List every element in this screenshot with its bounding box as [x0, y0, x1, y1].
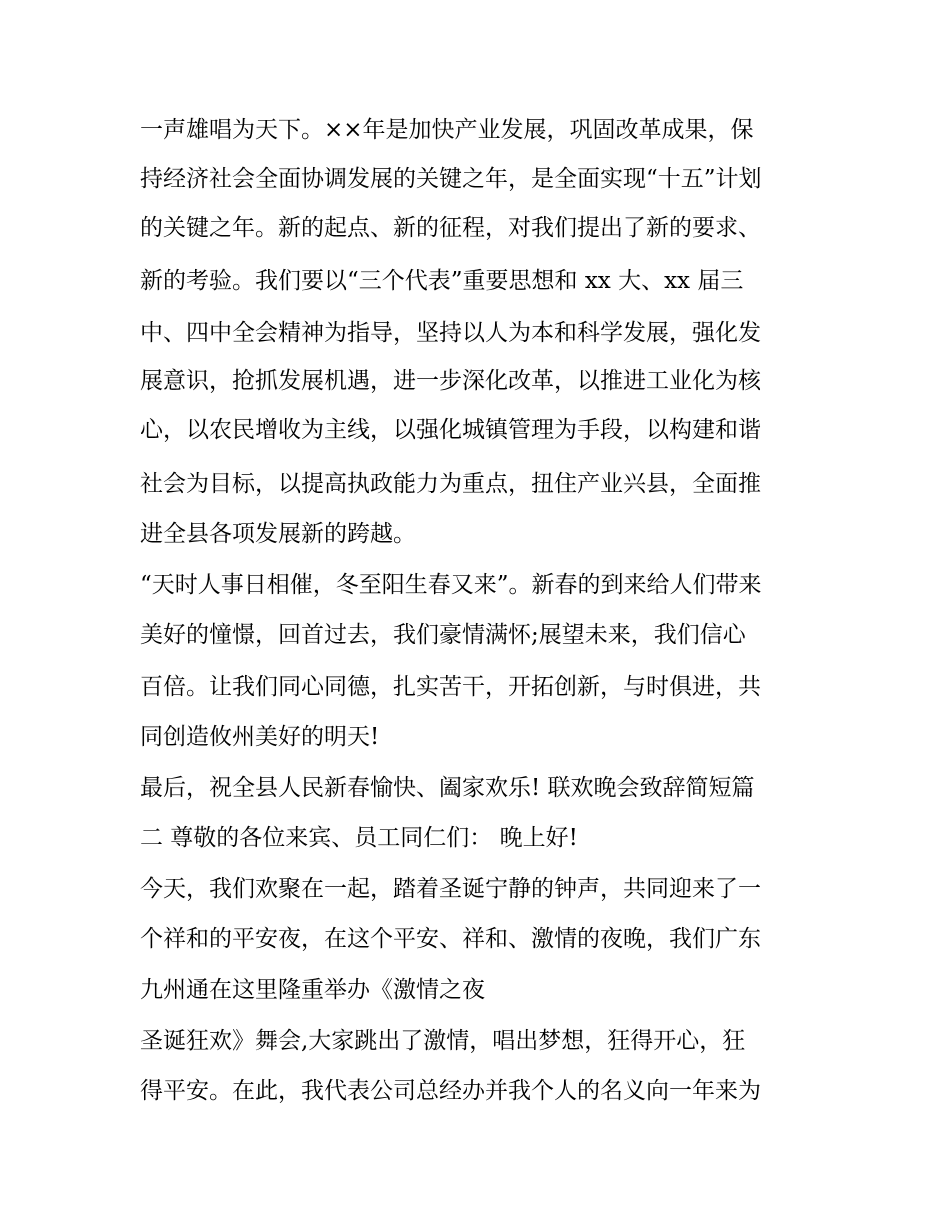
text-line: 同创造攸州美好的明天! [140, 724, 380, 750]
text-line: 进全县各项发展新的跨越。 [140, 521, 416, 547]
text-line: 今天，我们欢聚在一起，踏着圣诞宁静的钟声，共同迎来了一 [140, 876, 761, 902]
text-line: 的关键之年。新的起点、新的征程，对我们提出了新的要求、 [140, 215, 761, 241]
text-line: 一声雄唱为天下。××年是加快产业发展，巩固改革成果，保 [140, 117, 754, 143]
text-line: 得平安。在此，我代表公司总经办并我个人的名义向一年来为 [140, 1078, 761, 1104]
text-line: 圣诞狂欢》舞会,大家跳出了激情，唱出梦想，狂得开心，狂 [140, 1028, 746, 1054]
text-line: 心，以农民增收为主线，以强化城镇管理为手段，以构建和谐 [140, 417, 761, 443]
text-line: 中、四中全会精神为指导，坚持以人为本和科学发展，强化发 [140, 320, 761, 346]
text-line: 最后，祝全县人民新春愉快、阖家欢乐! 联欢晚会致辞简短篇 [140, 775, 755, 801]
text-line: 个祥和的平安夜，在这个平安、祥和、激情的夜晚，我们广东 [140, 926, 761, 952]
text-line: 二 尊敬的各位来宾、员工同仁们： 晚上好! [140, 825, 578, 851]
text-line: 持经济社会全面协调发展的关键之年，是全面实现“十五”计划 [140, 166, 762, 192]
text-line: 九州通在这里隆重举办《激情之夜 [140, 977, 485, 1003]
text-line: 展意识，抢抓发展机遇，进一步深化改革，以推进工业化为核 [140, 368, 761, 394]
text-line: 社会为目标，以提高执政能力为重点，扭住产业兴县，全面推 [140, 471, 761, 497]
text-line: “天时人事日相催，冬至阳生春又来”。新春的到来给人们带来 [140, 572, 762, 598]
text-line: 新的考验。我们要以“三个代表”重要思想和 xx 大、xx 届三 [140, 268, 744, 294]
text-line: 美好的憧憬，回首过去，我们豪情满怀;展望未来，我们信心 [140, 622, 746, 648]
text-line: 百倍。让我们同心同德，扎实苦干，开拓创新，与时俱进，共 [140, 674, 761, 700]
